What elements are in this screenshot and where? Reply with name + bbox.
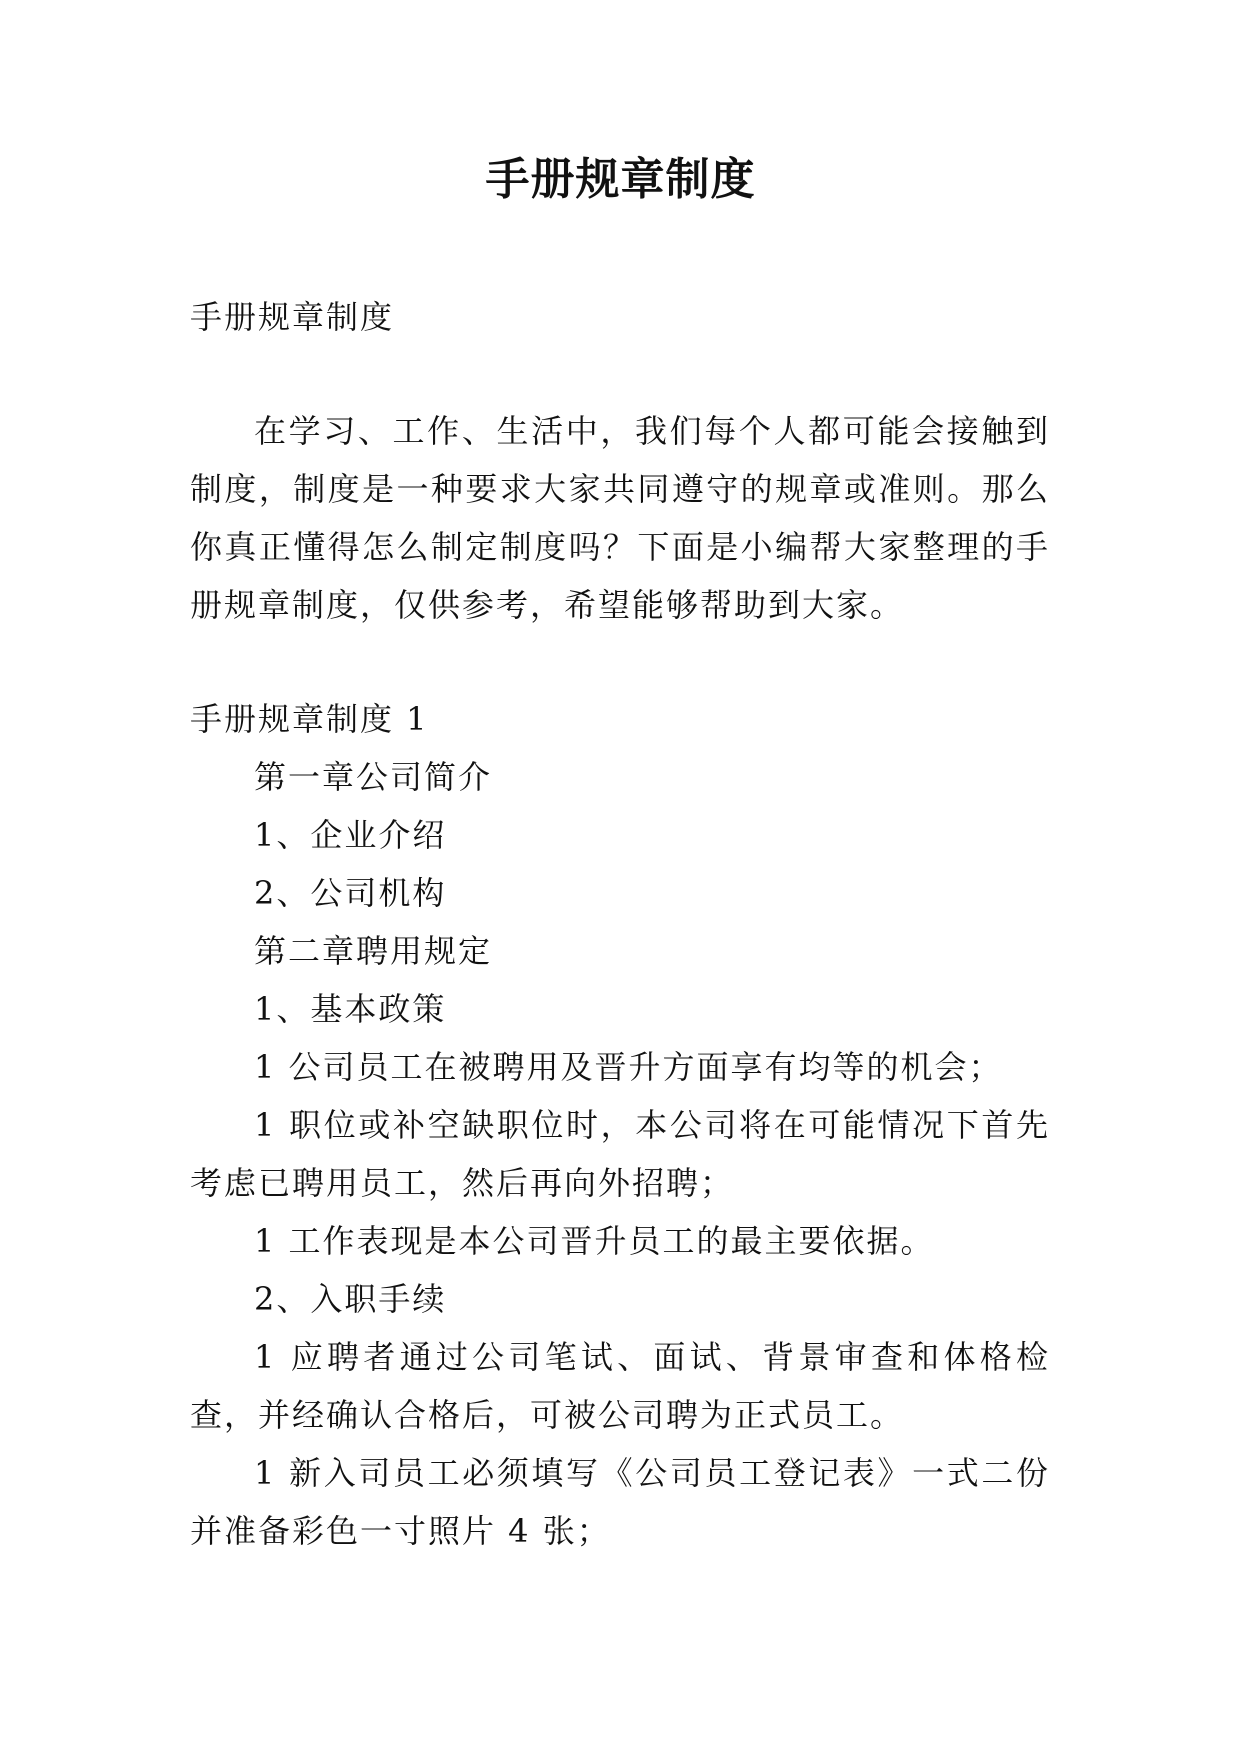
chapter-heading: 第二章聘用规定	[254, 932, 493, 970]
section-title: 手册规章制度 1	[190, 700, 429, 738]
intro-paragraph: 在学习、工作、生活中，我们每个人都可能会接触到制度，制度是一种要求大家共同遵守的规章或准则。那么你真正懂得怎么制定制度吗？下面是小编帮大家整理的手册规章制度，仅供参考，希望能够帮助到大家。	[190, 412, 1050, 624]
list-item: 1、基本政策	[254, 990, 447, 1028]
policy-item: 1 应聘者通过公司笔试、面试、背景审查和体格检查，并经确认合格后，可被公司聘为正式员工。	[190, 1338, 1050, 1434]
list-item: 1、企业介绍	[254, 816, 447, 854]
document-title: 手册规章制度	[485, 154, 756, 205]
list-item: 2、入职手续	[254, 1280, 447, 1318]
chapter-heading: 第一章公司简介	[254, 758, 493, 796]
policy-item: 1 新入司员工必须填写《公司员工登记表》一式二份并准备彩色一寸照片 4 张；	[190, 1454, 1050, 1550]
list-item: 2、公司机构	[254, 874, 447, 912]
policy-item: 1 公司员工在被聘用及晋升方面享有均等的机会；	[254, 1048, 1003, 1086]
policy-item: 1 职位或补空缺职位时，本公司将在可能情况下首先考虑已聘用员工，然后再向外招聘；	[190, 1106, 1050, 1202]
document-body	[190, 288, 1050, 1560]
document-subtitle: 手册规章制度	[190, 298, 395, 336]
policy-item: 1 工作表现是本公司晋升员工的最主要依据。	[254, 1222, 935, 1260]
